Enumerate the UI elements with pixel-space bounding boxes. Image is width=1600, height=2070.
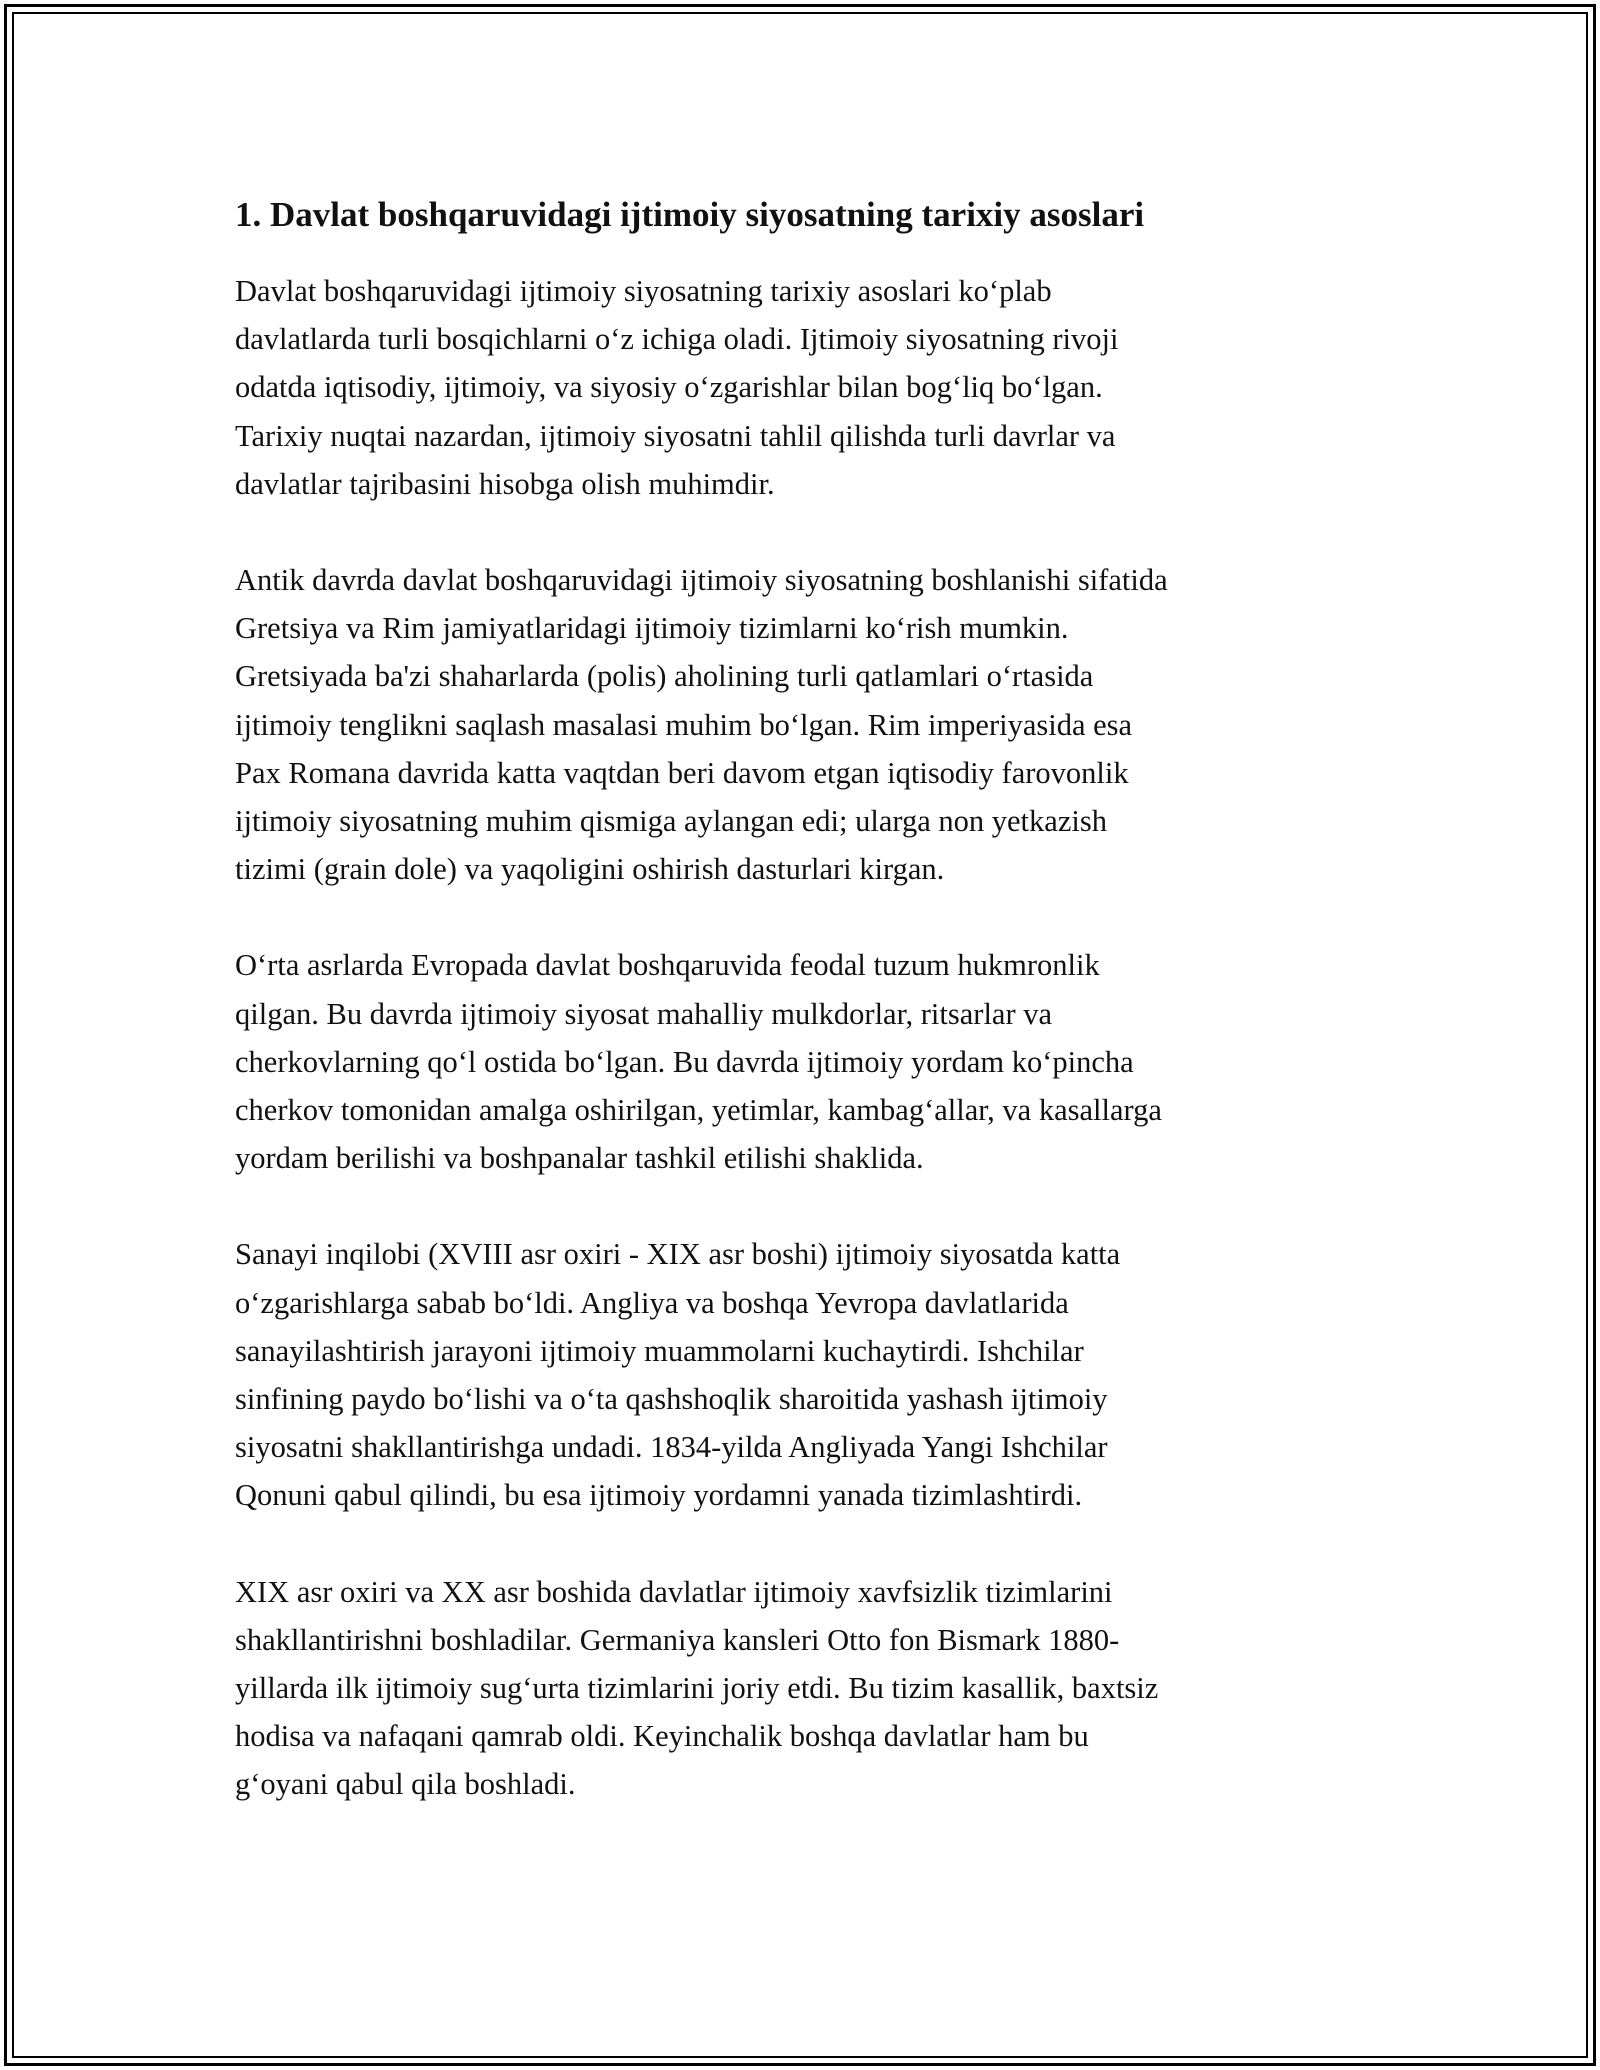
text-line: siyosatni shakllantirishga undadi. 1834-yilda Angliyada Yangi Ishchilar	[235, 1430, 1108, 1465]
text-line: Davlat boshqaruvidagi ijtimoiy siyosatning tarixiy asoslari ko‘plab	[235, 274, 1052, 308]
text-line: Gretsiyada ba'zi shaharlarda (polis) aholining turli qatlamlari o‘rtasida	[235, 659, 1094, 694]
text-line: XIX asr oxiri va XX asr boshida davlatlar ijtimoiy xavfsizlik tizimlarini	[235, 1574, 1113, 1609]
text-line: ijtimoiy tenglikni saqlash masalasi muhim bo‘lgan. Rim imperiyasida esa	[235, 707, 1133, 742]
text-line: davlatlarda turli bosqichlarni o‘z ichiga oladi. Ijtimoiy siyosatning rivoji	[235, 322, 1119, 357]
text-line: yordam berilishi va boshpanalar tashkil etilishi shaklida.	[235, 1141, 924, 1176]
text-line: davlatlar tajribasini hisobga olish muhimdir.	[235, 466, 775, 501]
paragraph-intro	[235, 267, 1375, 508]
text-line: cherkov tomonidan amalga oshirilgan, yetimlar, kambag‘allar, va kasallarga	[235, 1093, 1162, 1128]
paragraph-middle-ages	[235, 941, 1375, 1182]
text-line: o‘zgarishlarga sabab bo‘ldi. Angliya va boshqa Yevropa davlatlarida	[235, 1285, 1069, 1320]
text-line: Pax Romana davrida katta vaqtdan beri davom etgan iqtisodiy farovonlik	[235, 755, 1129, 790]
text-line: qilgan. Bu davrda ijtimoiy siyosat mahalliy mulkdorlar, ritsarlar va	[235, 996, 1053, 1031]
text-line: ijtimoiy siyosatning muhim qismiga aylangan edi; ularga non yetkazish	[235, 804, 1107, 839]
text-line: g‘oyani qabul qila boshladi.	[235, 1767, 576, 1802]
text-line: Sanayi inqilobi (XVIII asr oxiri - XIX asr boshi) ijtimoiy siyosatda katta	[235, 1237, 1121, 1272]
text-line: odatda iqtisodiy, ijtimoiy, va siyosiy o‘zgarishlar bilan bog‘liq bo‘lgan.	[235, 370, 1103, 405]
document-body	[235, 185, 1375, 1857]
paragraph-antiquity	[235, 556, 1375, 893]
text-line: cherkovlarning qo‘l ostida bo‘lgan. Bu davrda ijtimoiy yordam ko‘pincha	[235, 1044, 1134, 1079]
text-line: tizimi (grain dole) va yaqoligini oshirish dasturlari kirgan.	[235, 852, 945, 887]
text-line: shakllantirishni boshladilar. Germaniya kansleri Otto fon Bismark 1880-	[235, 1622, 1120, 1657]
text-line: Qonuni qabul qilindi, bu esa ijtimoiy yordamni yanada tizimlashtirdi.	[235, 1478, 1083, 1513]
text-line: yillarda ilk ijtimoiy sug‘urta tizimlarini joriy etdi. Bu tizim kasallik, baxtsiz	[235, 1671, 1159, 1706]
section-heading: 1. Davlat boshqaruvidagi ijtimoiy siyosatning tarixiy asoslari	[235, 195, 1145, 234]
text-line: sinfining paydo bo‘lishi va o‘ta qashshoqlik sharoitida yashash ijtimoiy	[235, 1382, 1108, 1417]
text-line: Antik davrda davlat boshqaruvidagi ijtimoiy siyosatning boshlanishi sifatida	[235, 563, 1168, 598]
text-line: Gretsiya va Rim jamiyatlaridagi ijtimoiy tizimlarni ko‘rish mumkin.	[235, 611, 1069, 646]
paragraph-social-security	[235, 1568, 1375, 1809]
text-line: O‘rta asrlarda Evropada davlat boshqaruvida feodal tuzum hukmronlik	[235, 948, 1100, 983]
paragraph-industrial-revolution	[235, 1230, 1375, 1519]
text-line: sanayilashtirish jarayoni ijtimoiy muammolarni kuchaytirdi. Ishchilar	[235, 1333, 1084, 1368]
text-line: hodisa va nafaqani qamrab oldi. Keyinchalik boshqa davlatlar ham bu	[235, 1719, 1089, 1754]
text-line: Tarixiy nuqtai nazardan, ijtimoiy siyosatni tahlil qilishda turli davrlar va	[235, 418, 1116, 453]
